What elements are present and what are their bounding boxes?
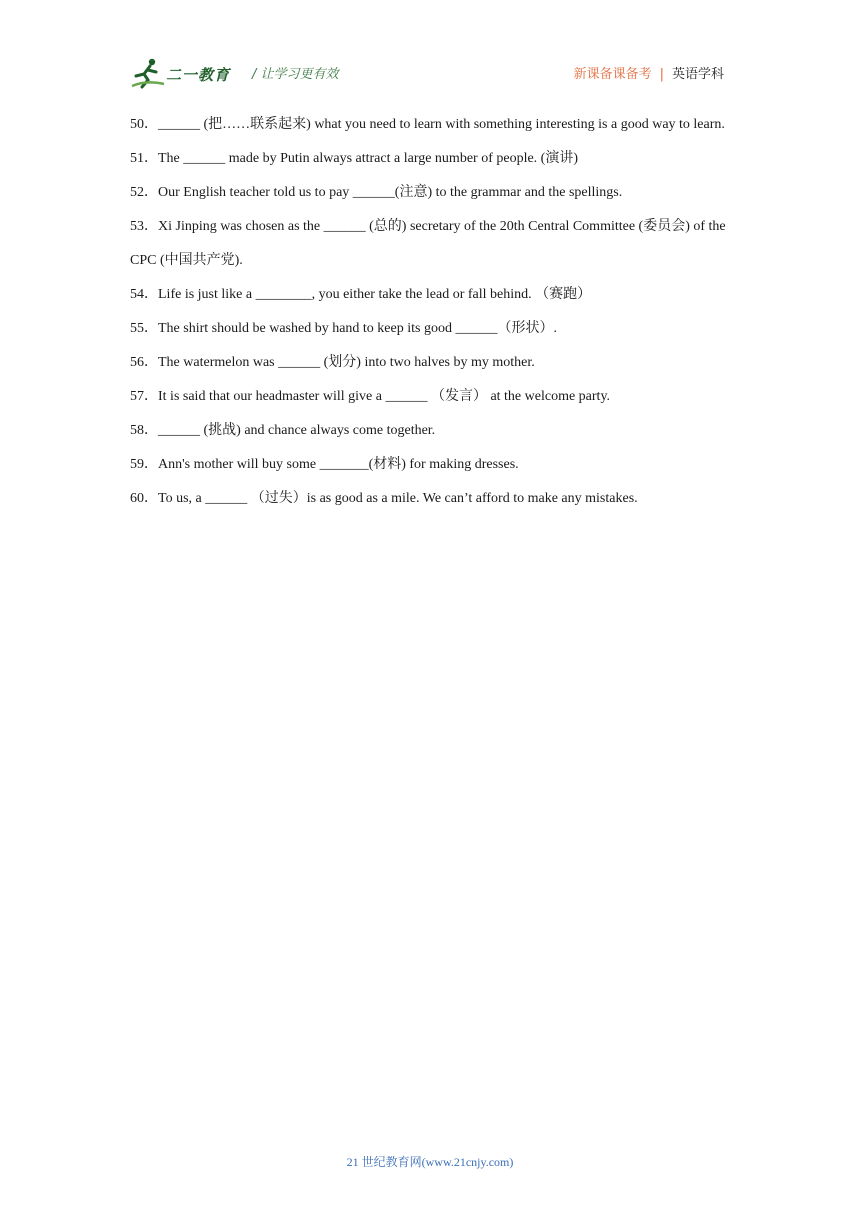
slogan: / 让学习更有效 bbox=[252, 67, 339, 82]
running-figure-icon bbox=[130, 56, 166, 90]
page-footer: 21 世纪教育网(www.21cnjy.com) bbox=[346, 1155, 514, 1169]
logo-text: 二一教育 bbox=[166, 66, 231, 84]
question-59: 59．Ann's mother will buy some _______(材料) for making dresses. bbox=[130, 457, 519, 472]
question-53: 53．Xi Jinping was chosen as the ______ (总的) secretary of the 20th Central Committee (委员会) of the CPC (中国共产党). bbox=[130, 219, 726, 268]
subject-label bbox=[574, 63, 724, 82]
page-header bbox=[130, 56, 730, 92]
question-56: 56．The watermelon was ______ (划分) into two halves by my mother. bbox=[130, 355, 535, 370]
question-60: 60．To us, a ______ （过失）is as good as a mile. We can’t afford to make any mistakes. bbox=[130, 491, 638, 506]
question-58: 58．______ (挑战) and chance always come together. bbox=[130, 423, 436, 438]
subject-name: 英语学科 bbox=[671, 67, 724, 82]
question-55: 55．The shirt should be washed by hand to keep its good ______（形状）. bbox=[130, 321, 557, 336]
question-52: 52．Our English teacher told us to pay ______(注意) to the grammar and the spellings. bbox=[130, 185, 623, 200]
question-50: 50．______ (把……联系起来) what you need to learn with something interesting is a good way to learn. bbox=[130, 117, 725, 132]
course-label: 新课备课备考 bbox=[573, 67, 652, 82]
question-54: 54．Life is just like a ________, you either take the lead or fall behind. （赛跑） bbox=[130, 287, 592, 302]
question-list bbox=[130, 108, 730, 516]
question-57: 57．It is said that our headmaster will give a ______ （发言） at the welcome party. bbox=[130, 389, 611, 404]
separator: | bbox=[659, 67, 664, 82]
logo bbox=[130, 56, 240, 90]
question-51: 51．The ______ made by Putin always attract a large number of people. (演讲) bbox=[130, 151, 579, 166]
